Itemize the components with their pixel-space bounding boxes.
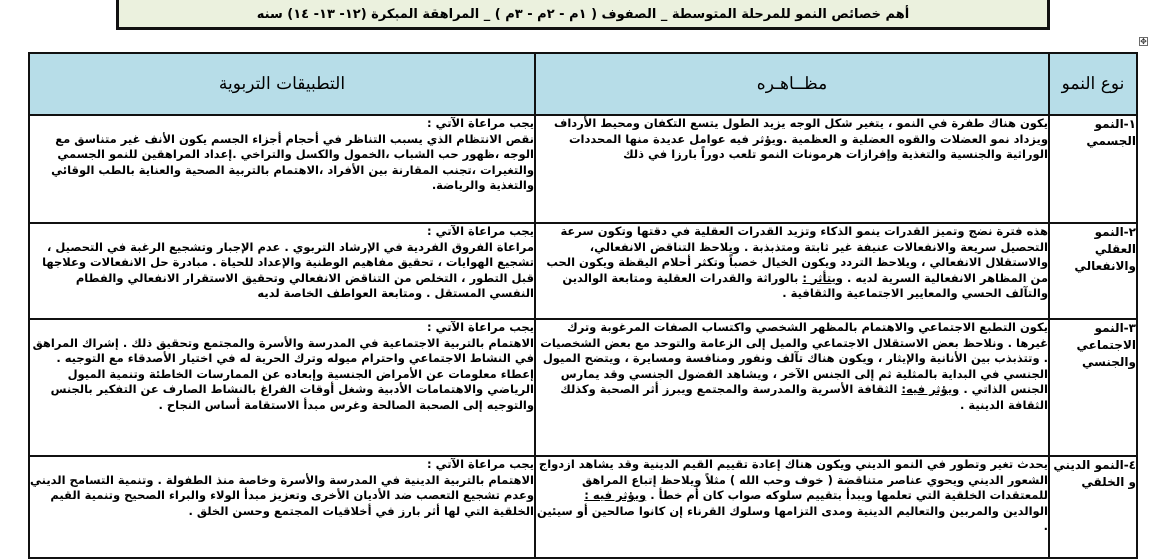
aspects-cell: [535, 115, 1049, 223]
applications-heading: يجب مراعاة الآتي :: [426, 224, 534, 238]
table-move-handle-icon[interactable]: ✥: [1140, 36, 1147, 46]
aspects-cell: [535, 456, 1049, 558]
applications-heading: يجب مراعاة الآتي :: [426, 457, 534, 471]
growth-type-cell: ٤-النمو الديني و الخلقي: [1049, 456, 1137, 558]
title-banner: [116, 0, 1050, 30]
table-row: [29, 223, 1137, 319]
aspects-text: هذه فترة نضج وتميز القدرات ينمو الذكاء وتزيد القدرات العقلية في دقتها وتكون سرعة التحصيل سريعة والانفعالات عنيفة غير ثابتة ومتذبذبة . ويلاحظ التناقض الانفعالي، والاستقلال الانفعالي ، ويلاحظ التردد ويكون الخيال خصباً وتكثر أحلام اليقظة ويكون الحب من المظاهر الانفعالية السرية لديه .: [546, 224, 1048, 285]
growth-type-cell: ٣-النمو الاجتماعي والجنسي: [1049, 319, 1137, 456]
aspects-text: يكون التطبع الاجتماعي والاهتمام بالمظهر الشخصي واكتساب الصفات المرغوبة وترك غيرها . ونلاحظ بعض الاستقلال الاجتماعي والميل إلى الزعامة والتوحد مع بعض الشخصيات . وتتذبذب بين الأنانية والإيثار ، ويكون هناك تآلف ونفور ومنافسة ومسايرة ، ويتضح الميول الجنسي في البداية بالمثلية ثم إلى الجنس الآخر ، ويشاهد الفضول الجنسي وقد يمارس الجنس الذاتي .: [540, 320, 1048, 396]
applications-cell: [29, 456, 535, 558]
growth-type-cell: ٢-النمو العقلي والانفعالي: [1049, 223, 1137, 319]
applications-text: مراعاة الفروق الفردية في الإرشاد التربوي . عدم الإجبار وتشجيع الرغبة في التحصيل ، تشجيع الهوايات ، تحقيق مفاهيم الوطنية والإعداد للحياة . مبادرة حل الانفعالات وعلاجها قبل التطور ، التخلص من التناقض الانفعالي وتحقيق الاستقرار الانفعالي والفطام النفسي المستقل . ومتابعة العواطف الخاصة لديه: [42, 239, 534, 300]
header-aspects: مظــاهـره: [535, 53, 1049, 115]
applications-heading: يجب مراعاة الآتي :: [426, 320, 534, 334]
aspects-cell: [535, 319, 1049, 456]
aspects-influence-label: ويؤثر فيه :: [584, 488, 647, 502]
table-row: [29, 456, 1137, 558]
applications-text: الاهتمام بالتربية الاجتماعية في المدرسة والأسرة والمجتمع وتحقيق ذلك . إشراك المراهق في النشاط الاجتماعي واحترام ميوله وترك الحرية له في اختيار الأصدقاء مع التوجيه . إعطاء معلومات عن الأمراض الجنسية وإبعاده عن الممارسات الخاطئة وتنمية الميول الرياضي والاهتمامات الأدبية وشغل أوقات الفراغ بالنشاط الصارف عن التفكير بالجنس والتوجيه إلى الصحبة الصالحة وغرس مبدأ الاستقامة أساس النجاح .: [32, 335, 534, 412]
aspects-influence-label: ويتأثر :: [802, 270, 843, 285]
page-title: أهم خصائص النمو للمرحلة المتوسطة _ الصفوف ( ١م - ٢م - ٣م ) _ المراهقة المبكرة (١٢- ١٣- ١٤) سنه: [256, 6, 910, 22]
aspects-cell: [535, 223, 1049, 319]
table-row: [29, 115, 1137, 223]
applications-text: الاهتمام بالتربية الدينية في المدرسة والأسرة وخاصة منذ الطفولة . وتنمية التسامح الديني وعدم تشجيع التعصب ضد الأديان الأخرى وتعزيز مبدأ الولاء والبراء الصحيح وتنمية القيم الخلقية التي لها أثر بارز في أخلاقيات المجتمع وحسن الخلق .: [29, 472, 534, 518]
table-header-row: [29, 53, 1137, 115]
applications-text: نقص الانتظام الذي يسبب التناظر في أحجام أجزاء الجسم يكون الأنف غير متناسق مع الوجه ،ظهور حب الشباب ،الخمول والكسل والتراخي .إعداد المراهقين للنمو الجسمي والتغيرات ،تجنب المقارنة بين الأفراد ،الاهتمام بالتربية الصحية والعناية بالطب الوقائي والتغذية والرياضة.: [51, 131, 534, 192]
aspects-influence-label: ويؤثر فيه:: [901, 382, 960, 396]
aspects-influence-text: الثقافة الأسرية والمدرسة والمجتمع ويبرز أثر الصحبة وكذلك الثقافة الدينية .: [560, 382, 1048, 412]
applications-cell: [29, 319, 535, 456]
table-row: [29, 319, 1137, 456]
applications-heading: يجب مراعاة الآتي :: [426, 116, 534, 130]
aspects-influence-text: الوالدين والمربين والتعاليم الدينية ومدى التزامها وسلوك القرناء إن كانوا صالحين أو سيئين .: [536, 503, 1048, 533]
header-type: نوع النمو: [1049, 53, 1137, 115]
aspects-influence-text: بالوراثة والقدرات العقلية ومتابعة الوالدين والتآلف الحسي والمعايير الاجتماعية والثقافية .: [562, 270, 1048, 300]
aspects-text: يحدث تغير وتطور في النمو الديني ويكون هناك إعادة تقييم القيم الدينية وقد يشاهد ازدواج الشعور الديني ويحوي عناصر متناقضة ( خوف وحب الله ) مثلاً ويلاحظ إتباع المراهق للمعتقدات الخلقية التي تعلمها ويبدأ بتقييم سلوكه صواب كان أم خطأ .: [538, 457, 1048, 502]
header-applications: التطبيقات التربوية: [29, 53, 535, 115]
aspects-text: يكون هناك طفرة في النمو ، يتغير شكل الوجه يزيد الطول يتسع التكفان ومحيط الأرداف ويزداد نمو العضلات والقوه العضلية و العظمية .ويؤثر فيه عوامل عديدة منها المحددات الوراثية والجنسية والتغذية وإفرازات هرمونات النمو تلعب دوراً بارزا في ذلك: [553, 116, 1048, 161]
applications-cell: [29, 115, 535, 223]
growth-characteristics-table: [28, 52, 1138, 559]
growth-type-cell: ١-النمو الجسمي: [1049, 115, 1137, 223]
applications-cell: [29, 223, 535, 319]
